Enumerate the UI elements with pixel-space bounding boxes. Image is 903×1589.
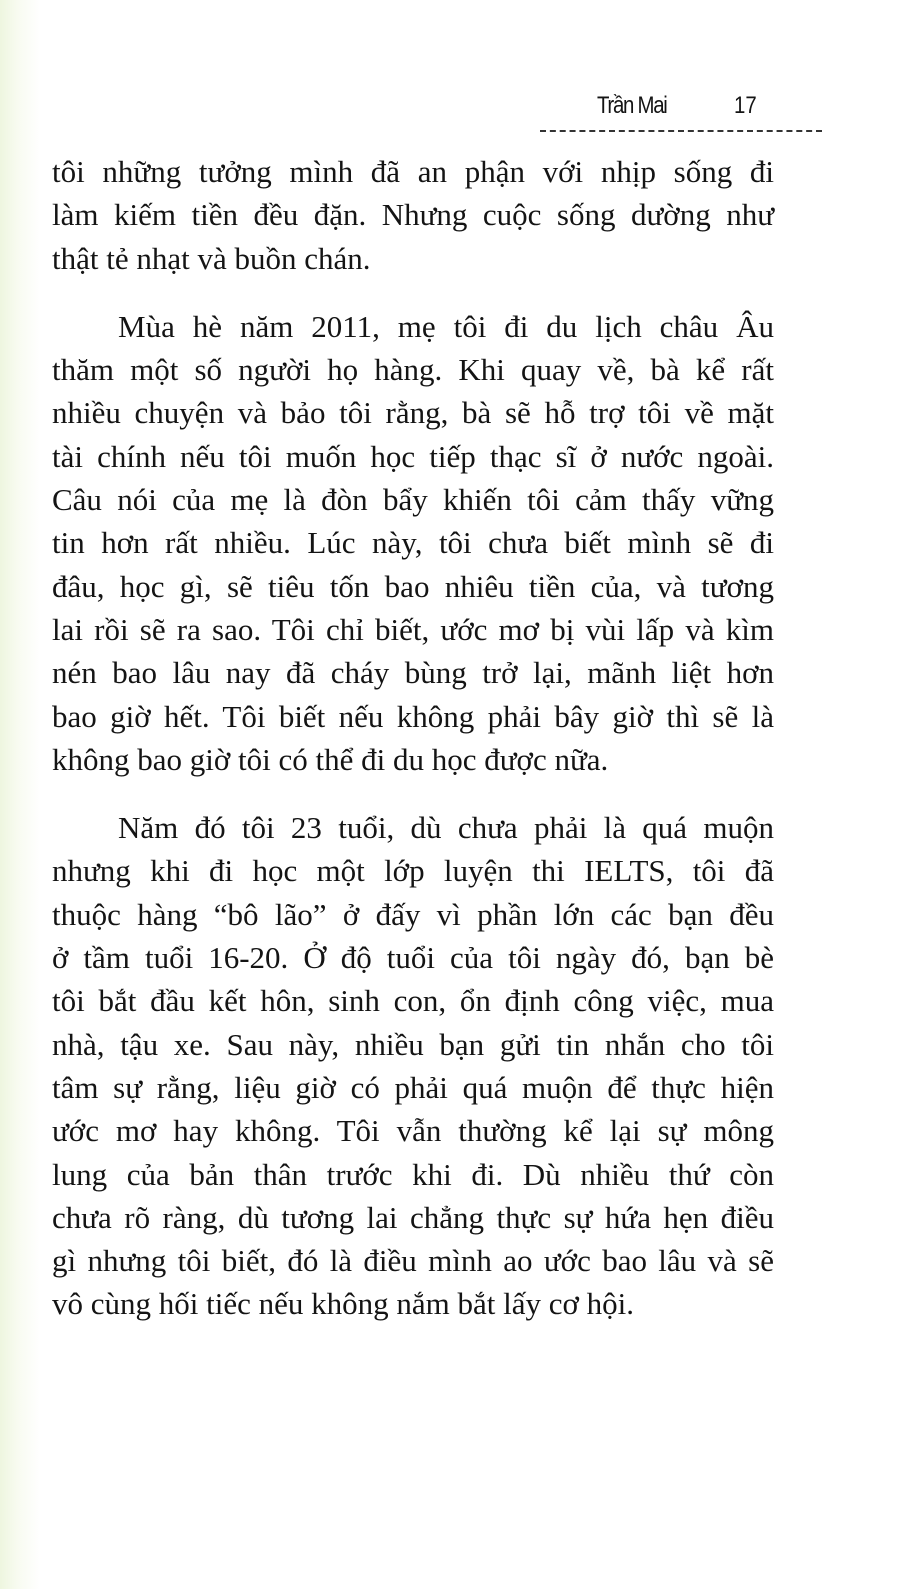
text-line: thuộc hàng “bô lão” ở đấy vì phần lớn các bạn đều bbox=[52, 896, 774, 932]
paragraph bbox=[52, 150, 774, 280]
text-line: bao giờ hết. Tôi biết nếu không phải bây giờ thì sẽ là bbox=[52, 698, 774, 734]
paragraph bbox=[52, 305, 774, 781]
text-line: nhiều chuyện và bảo tôi rằng, bà sẽ hỗ trợ tôi về mặt bbox=[52, 395, 774, 431]
text-line: tôi bắt đầu kết hôn, sinh con, ổn định công việc, mua bbox=[52, 983, 774, 1019]
text-line: thật tẻ nhạt và buồn chán. bbox=[52, 240, 371, 276]
text-line: không bao giờ tôi có thể đi du học được nữa. bbox=[52, 741, 609, 777]
text-line: tôi những tưởng mình đã an phận với nhịp sống đi bbox=[52, 154, 774, 189]
paragraph bbox=[52, 806, 774, 1326]
text-line: đâu, học gì, sẽ tiêu tốn bao nhiêu tiền của, và tương bbox=[52, 568, 774, 604]
text-line: tin hơn rất nhiều. Lúc này, tôi chưa biết mình sẽ đi bbox=[52, 525, 774, 561]
text-line: nén bao lâu nay đã cháy bùng trở lại, mãnh liệt hơn bbox=[52, 655, 774, 691]
text-line: làm kiếm tiền đều đặn. Nhưng cuộc sống dường như bbox=[52, 197, 774, 233]
text-line: Năm đó tôi 23 tuổi, dù chưa phải là quá muộn bbox=[118, 810, 774, 846]
text-line: ở tầm tuổi 16-20. Ở độ tuổi của tôi ngày đó, bạn bè bbox=[52, 940, 774, 976]
text-line: Câu nói của mẹ là đòn bẩy khiến tôi cảm thấy vững bbox=[52, 482, 774, 518]
page-number: 17 bbox=[734, 92, 757, 119]
text-line: ước mơ hay không. Tôi vẫn thường kể lại sự mông bbox=[52, 1113, 774, 1149]
text-line: gì nhưng tôi biết, đó là điều mình ao ước bao lâu và sẽ bbox=[52, 1243, 774, 1279]
text-line: Mùa hè năm 2011, mẹ tôi đi du lịch châu Âu bbox=[118, 308, 774, 344]
text-line: nhà, tậu xe. Sau này, nhiều bạn gửi tin nhắn cho tôi bbox=[52, 1026, 774, 1062]
text-line: chưa rõ ràng, dù tương lai chẳng thực sự hứa hẹn điều bbox=[52, 1199, 774, 1235]
text-line: lung của bản thân trước khi đi. Dù nhiều thứ còn bbox=[52, 1156, 774, 1192]
text-line: lai rồi sẽ ra sao. Tôi chỉ biết, ước mơ bị vùi lấp và kìm bbox=[52, 611, 774, 647]
running-header bbox=[560, 90, 820, 140]
text-line: vô cùng hối tiếc nếu không nắm bắt lấy cơ hội. bbox=[52, 1286, 635, 1322]
header-dashed-rule bbox=[540, 130, 822, 132]
text-line: thăm một số người họ hàng. Khi quay về, bà kể rất bbox=[52, 352, 774, 388]
header-author: Trần Mai bbox=[597, 92, 667, 119]
text-line: tâm sự rằng, liệu giờ có phải quá muộn để thực hiện bbox=[52, 1069, 774, 1105]
page-body-text bbox=[52, 150, 774, 1351]
text-line: tài chính nếu tôi muốn học tiếp thạc sĩ ở nước ngoài. bbox=[52, 438, 774, 474]
text-line: nhưng khi đi học một lớp luyện thi IELTS, tôi đã bbox=[52, 853, 774, 889]
